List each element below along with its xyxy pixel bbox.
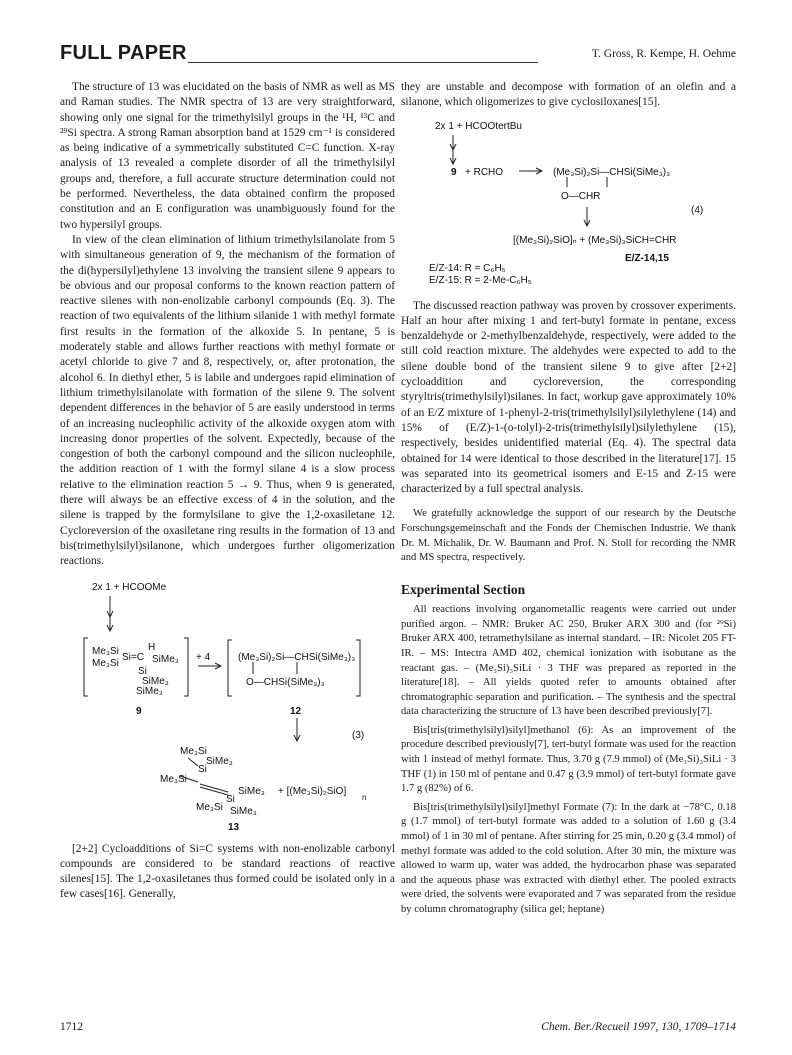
paragraph: Bis[tris(trimethylsilyl)silyl]methanol (6): As an improvement of the procedure described previously[7], tert-butyl formate was used for the reaction with 1 instead of methyl formate. Thus, 3.70 g (7.9 mmol) of (Me₃Si)₃SiLi · 3 THF (1) in 150 ml of pentane and 0.47 g (3.9 mmol) of tert-butyl formate gave 1.7 g (82%) of 6. <box>401 724 736 795</box>
paragraph: Bis[tris(trimethylsilyl)silyl]methyl Formate (7): In the dark at −78°C, 0.18 g (1.7 mmol) of tert-butyl formate was added to a solution of 1.60 g (3.4 mmol) of 1 in 30 ml of pentane. After stirring for 25 min, 0.20 g (3.4 mmol) of methyl formate was added to the cold solution. After 30 min, the mixture was allowed to warm up, water was added, the hydrocarbon phase was separated and the aqueous phase was extracted with diethyl ether. The pooled extracts were dried, the solvents were evaporated and 7 was separated from the residue by column chromatography (silica gel; heptane) <box>401 801 736 915</box>
paragraph: In view of the clean elimination of lithium trimethylsilanolate from 5 with simultaneous generation of 9, the mechanism of the formation of the di(hypersilyl)ethylene 13 involving the transient silene 9 appears to be obvious and our proposal conforms to the known reaction pattern of reactive silenes with non-enolizable carbonyl compounds (Eq. 3). The reaction of two equivalents of the lithium silanide 1 with methyl formate first results in the formation of the alkoxide 5. In pentane, 5 is moderately stable and allows further reactions with methyl formate or acetyl chloride to give 7 and 8, respectively, or, after protonation, the alcohol 6. In diethyl ether, 5 is labile and undergoes rapid elimination of lithium trimethylsilanolate with formation of the silene 9. The solvent dependent differences in the behavior of 5 are easily understood in terms of an increasing nucleophilic activity of the alkoxide oxygen atom with increasing donor properties of the solvent. Expectedly, because of the congestion of both the carbonyl compound and the silicon nucleophile, the addition reaction of 1 with the formyl silane 4 is a slow process relative to the elimination reaction 5 → 9. Thus, when 9 is generated, there will always be an effective excess of 4 in the solution, and the silene is trapped by the formylsilane to give the 1,2-oxasiletane 12. Cycloreversion of the oxasiletane ring results in the formation of 13 and bis(trimethylsilyl)silanone, which undergoes further oligomerization reactions. <box>60 233 395 568</box>
scheme-label: Me₃Si <box>92 657 119 669</box>
scheme-label: E/Z-15: R = 2-Me-C₆H₅ <box>429 274 532 286</box>
scheme-label: Si=C <box>122 651 144 663</box>
header-authors: T. Gross, R. Kempe, H. Oehme <box>591 48 736 60</box>
running-header <box>60 42 736 68</box>
equation-number: (4) <box>691 204 704 216</box>
acknowledgement: We gratefully acknowledge the support of our research by the Deutsche Forschungsgemeinschaft and the Fonds der Chemischen Industrie. We thank Dr. M. Michalik, Dr. W. Baumann and Prof. N. Stoll for recording the NMR and MS spectra, respectively. <box>401 508 736 564</box>
equation-4-scheme <box>401 117 736 289</box>
right-column <box>401 80 736 918</box>
scheme-label: SiMe₃ <box>142 675 169 687</box>
header-rule <box>188 62 538 63</box>
bracket-right <box>184 638 188 696</box>
equation-number: (3) <box>352 729 365 741</box>
scheme-label: (Me₃Si)₂Si—CHSi(SiMe₃)₃ <box>238 651 356 663</box>
equation-3-scheme <box>60 578 395 836</box>
bracket-right <box>356 640 360 696</box>
compound-number: 12 <box>290 705 302 717</box>
scheme-label: O—CHSi(SiMe₃)₃ <box>246 676 325 688</box>
scheme-label: E/Z-14,15 <box>625 252 669 264</box>
paragraph: The structure of 13 was elucidated on the basis of NMR as well as MS and Raman studies. The NMR spectra of 13 are very straightforward, showing only one signal for the trimethylsilyl groups in the ¹H, ¹³C and ²⁹Si spectra. A strong Raman absorption band at 1529 cm⁻¹ is considered as being indicative of a symmetrically substituted C=C function. X-ray analysis of 13 revealed a complete disorder of all the trimethylsilyl groups and, therefore, a full accurate structure determination could not be performed. Nevertheless, the data obtained confirm the proposed constitution and an E configuration was unambiguously found for the two hypersilyl groups. <box>60 81 395 231</box>
scheme-label: Me₃Si <box>180 745 207 757</box>
paragraph: [2+2] Cycloadditions of Si=C systems with non-enolizable carbonyl compounds are considered to be standard reactions of reactive silenes[15]. The 1,2-oxasiletanes thus formed could be isolated only in a few cases[16]. Generally, <box>60 842 395 901</box>
paragraph: they are unstable and decompose with formation of an olefin and a silanone, which oligomerizes to give cyclosiloxanes[15]. <box>401 81 736 109</box>
scheme-label: E/Z-14: R = C₆H₅ <box>429 262 506 274</box>
scheme-label: SiMe₃ <box>152 653 179 665</box>
paragraph: All reactions involving organometallic reagents were carried out under purified argon. – NMR: Bruker AC 250, Bruker ARX 300 and (for ²⁹Si) Bruker ARX 400, tetramethylsilane as internal standard. – IR: Nicolet 205 FT-IR. – MS: Intectra AMD 402, chemical ionization with isobutane as the reactant gas. – (Me₃Si)₃SiLi · 3 THF was prepared as reported in the literature[18]. – All yields quoted refer to amounts obtained after chromatographic separation and purification. – The synthesis and the spectral data characterizing the structure of 13 have been described previously[7]. <box>401 604 736 718</box>
scheme-label: Si <box>198 763 207 775</box>
scheme-label: Me₃Si <box>92 645 119 657</box>
scheme-label: SiMe₃ <box>230 805 257 817</box>
journal-citation: Chem. Ber./Recueil 1997, 130, 1709–1714 <box>541 1021 736 1033</box>
scheme-reagent: 2x 1 + HCOOtertBu <box>435 120 522 132</box>
section-label: FULL PAPER <box>60 42 187 64</box>
scheme-label: O—CHR <box>561 190 601 202</box>
left-column <box>60 80 395 903</box>
scheme-label: Me₃Si <box>196 801 223 813</box>
scheme-label: + [(Me₃Si)₂SiO] <box>278 785 347 797</box>
bracket-left <box>84 638 88 696</box>
scheme-label: SiMe₃ <box>136 685 163 697</box>
scheme-label: Si <box>138 665 147 677</box>
page-number: 1712 <box>60 1021 83 1033</box>
scheme-label: SiMe₃ <box>238 785 265 797</box>
compound-number: 13 <box>228 821 240 833</box>
paragraph: The discussed reaction pathway was proven by crossover experiments. Half an hour after mixing 1 and tert-butyl formate in pentane, excess benzaldehyde or 2-methylbenzaldehyde, respectively, were added to the still cold reaction mixture. The aldehydes were expected to add to the silene double bond of the transient silene 9 to give after [2+2] cycloaddition and cycloreversion, the corresponding styryltris(trimethylsilyl)silanes. In fact, workup gave approximately 10% of an E/Z mixture of 1-phenyl-2-tris(trimethylsilyl)silylethylene (14) and 15% of (E/Z)-1-(o-tolyl)-2-tris(trimethylsilyl)silylethylene (15), respectively, besides unidentified material (Eq. 4). The spectral data obtained for 14 were identical to those described in the literature[17]. 15 was separated into its geometrical isomers and E-15 and Z-15 were characterized by a full spectral analysis. <box>401 299 736 496</box>
bracket-left <box>228 640 232 696</box>
scheme-label: [(Me₃Si)₂SiO]ₙ + (Me₃Si)₃SiCH=CHR <box>513 234 677 246</box>
compound-number: 9 <box>136 705 142 717</box>
section-heading: Experimental Section <box>401 581 526 597</box>
scheme-label: + RCHO <box>465 166 504 178</box>
scheme-label: n <box>362 792 367 802</box>
scheme-label: SiMe₃ <box>206 755 233 767</box>
compound-number: 9 <box>451 166 457 178</box>
scheme-reagent: 2x 1 + HCOOMe <box>92 581 167 593</box>
scheme-label: Si <box>226 793 235 805</box>
scheme-label: Me₃Si <box>160 773 187 785</box>
scheme-label: + 4 <box>196 651 211 663</box>
scheme-label: (Me₃Si)₂Si—CHSi(SiMe₃)₃ <box>553 166 671 178</box>
scheme-label: H <box>148 641 156 653</box>
